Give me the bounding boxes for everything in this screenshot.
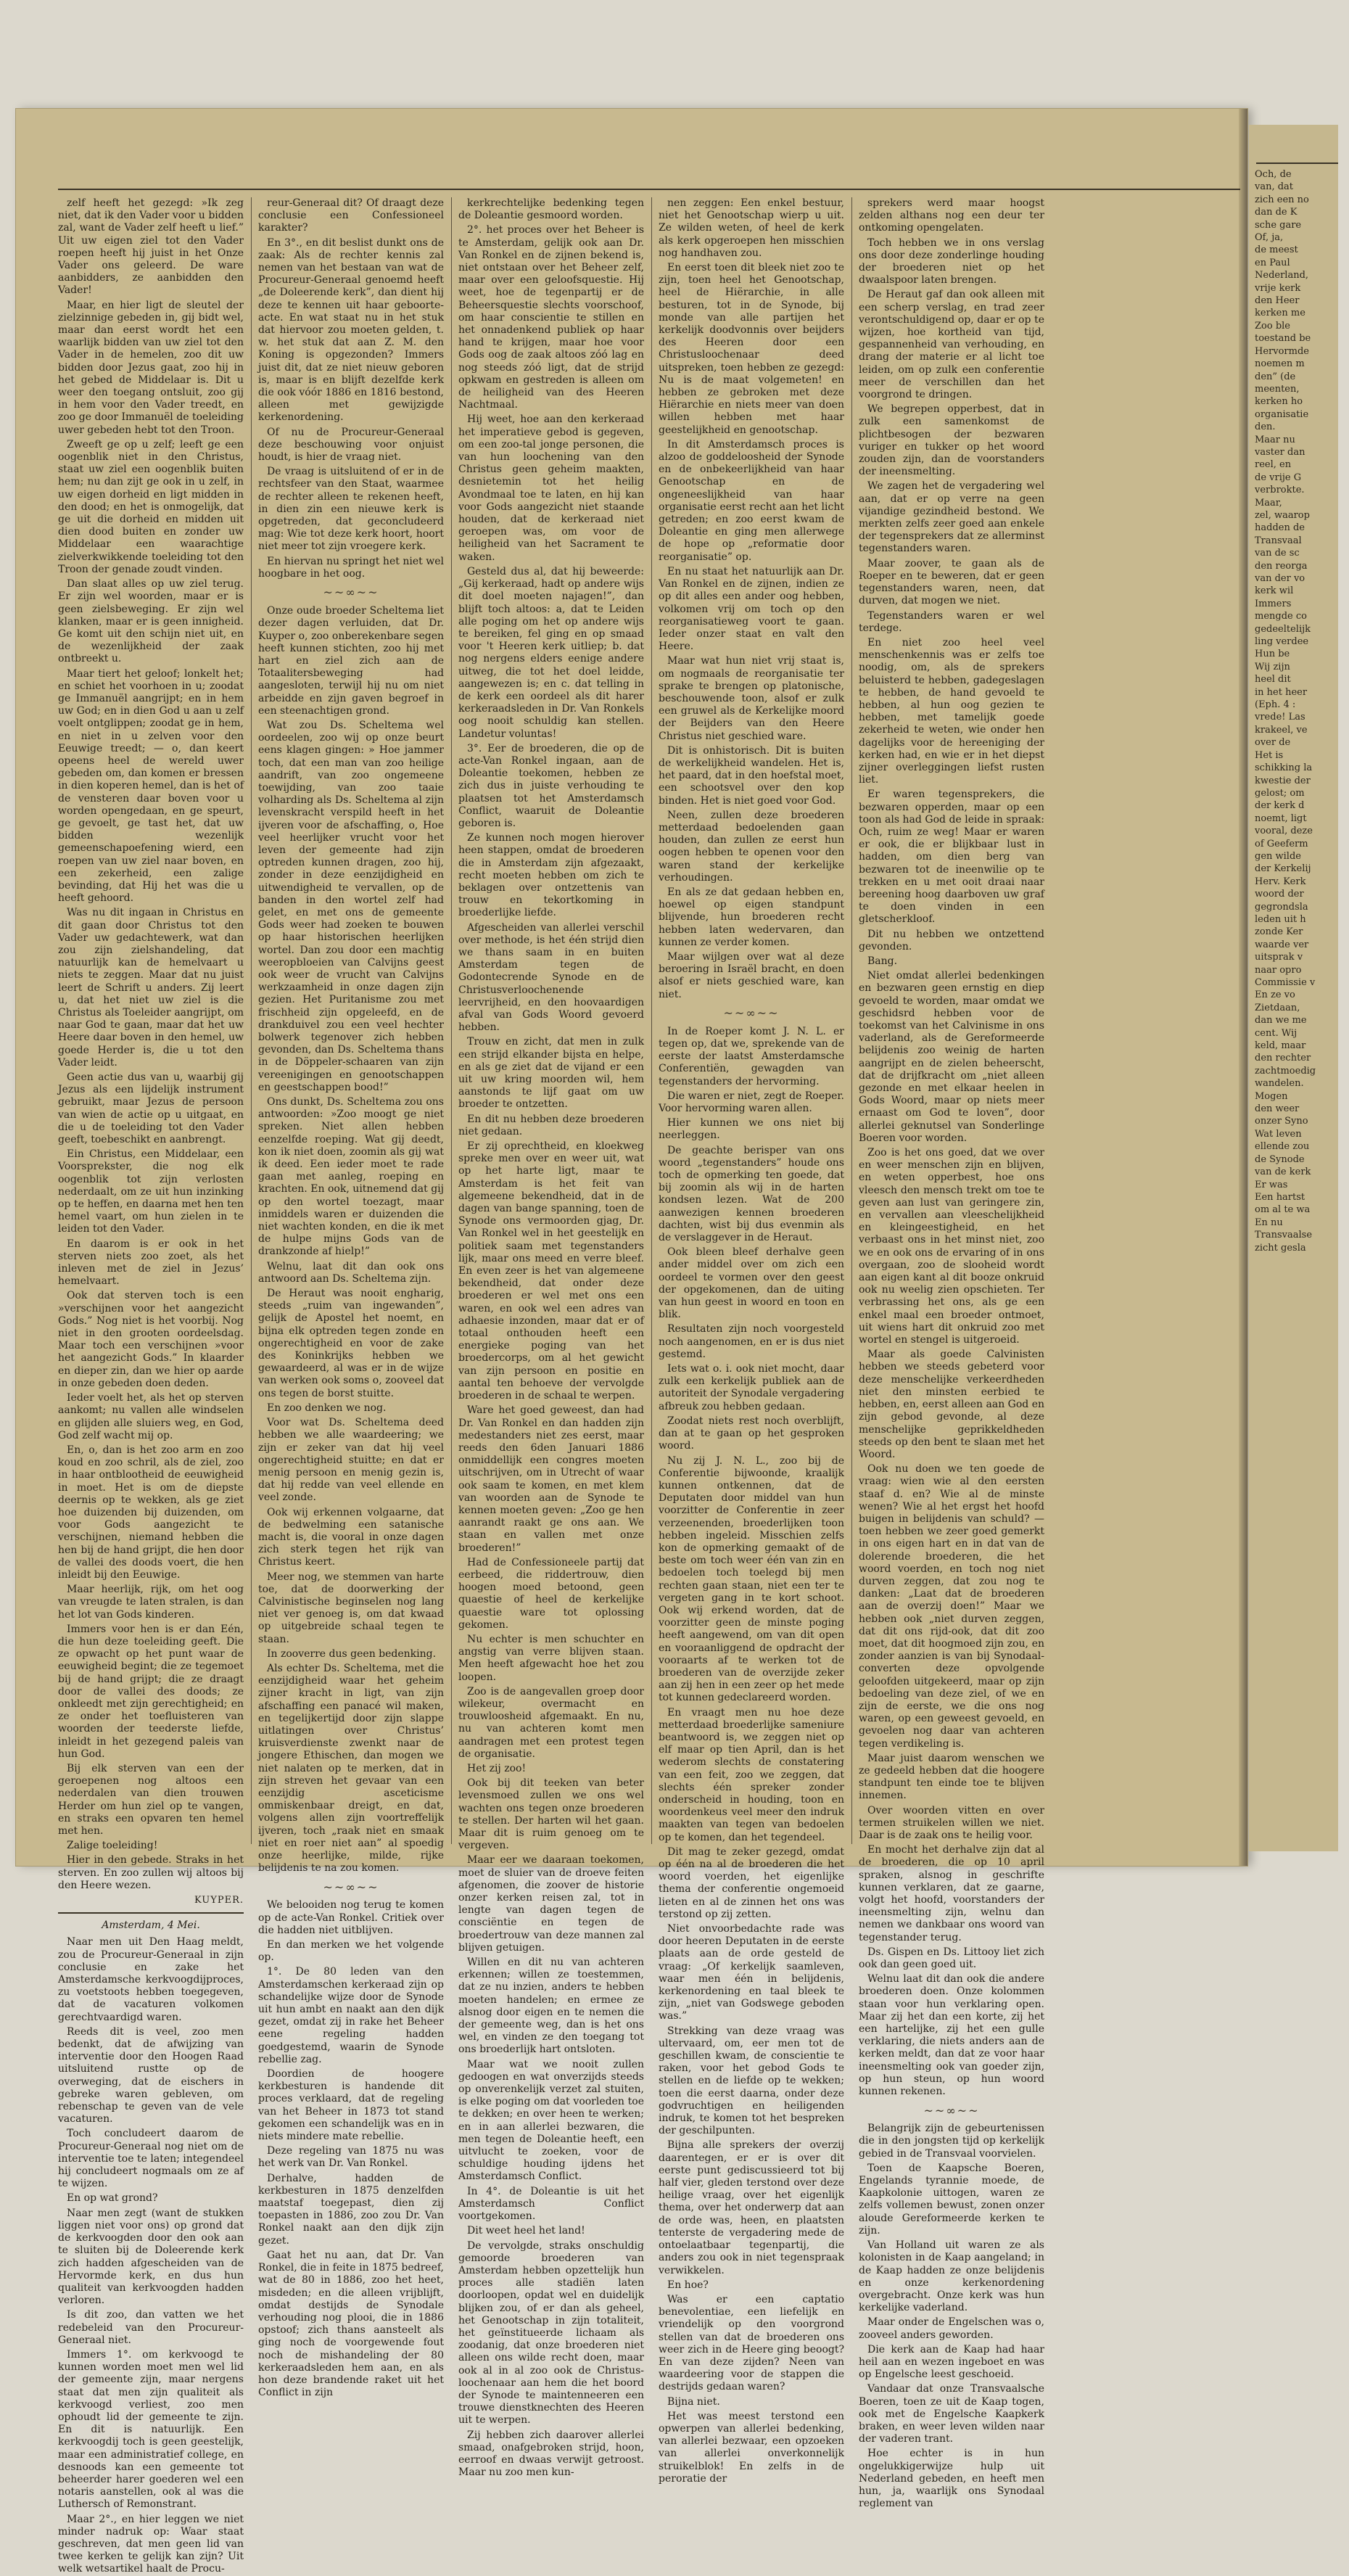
paragraph: Onze oude broeder Scheltema liet dezer dagen verluiden, dat Dr. Kuyper o, zoo onberekenbare segen heeft kunnen stichten, zoo hij met hart en ziel zich aan de Totaalitersbeweging had aangesloten, terwijl hij nu om niet arbeidde en zijn gaven begroef in een steenachtigen grond.: [258, 605, 444, 717]
paragraph: Meer nog, we stemmen van harte toe, dat de doorwerking der Calvinistische beginselen nog lang niet ver genoeg is, om dat kwaad op uitgebreide schaal tegen te staan.: [258, 1571, 444, 1645]
adjacent-page-line: en Paul: [1255, 257, 1290, 268]
paragraph: Afgescheiden van allerlei verschil over methode, is het één strijd dien we thans saam in en buiten Amsterdam tegen de Godontecrende Synode en de Christusverloochenende leervrijheid, en den hoovaardigen afval van Gods Woord gevoerd hebben.: [458, 921, 644, 1034]
adjacent-page-line: kwestie der: [1255, 775, 1311, 786]
column-2-article: [258, 197, 444, 580]
paragraph: Toen de Kaapsche Boeren, Engelands tyrannie moede, de Kaapkolonie uittogen, waren ze zelfs vollemen bewust, zonen onzer aloude Gereformeerde kerken te zijn.: [859, 2162, 1044, 2236]
paragraph: Nu zij J. N. L., zoo bij de Conferentie bijwoonde, kraalijk kunnen ontkennen, dat de Deputaten door middel van hun voorzitter de Conferentie in zeer verzeenenden, broederlijken toon hebben ingeleid. Misschien zelfs kon de opmerking gemaakt of de beste om toch weer één van zin en bedoelen toch toelegd bij men rechten gaan staan, niet een ter te vergeten gang in te kort schoot. Ook wij erkend worden, dat de voorzitter geen de minste poging heeft aangewend, om van dit open en vooraanliggend de opdracht der vooraarts af te werken tot de broederen van de overzijde zeker aan zij hen in een zeer op het mede tot kunnen gedeclareerd worden.: [659, 1454, 844, 1704]
adjacent-page-line: wandelen.: [1255, 1078, 1304, 1090]
paragraph: Bij elk sterven van een der geroepenen nog altoos een nederdalen van dien trouwen Herder om hun ziel op te vangen, en straks een opvaren ten hemel met hen.: [58, 1762, 244, 1837]
adjacent-page-line: vrije kerk: [1255, 282, 1301, 294]
adjacent-page-line: toestand be: [1255, 333, 1311, 345]
paragraph: Bijna alle sprekers der overzij daarentegen, er er is over dit eerste punt gediscussieerd tot bij half vier, gleden terstond over deze heilige vraag, over het eigenlijk thema, over het onderwerp dat aan de orde was, heen, en plaatsten tenterste de vergadering mede de ontoelaatbaar tegenpartij, die anders zou ook in niet tegenspraak verwikkelen.: [659, 2139, 844, 2276]
paragraph: Ook bij dit teeken van beter levensmoed zullen we ons wel wachten ons tegen onze broederen te stellen. Der harten wil het gaan. Maar dit is ruim genoeg om te vergeven.: [458, 1777, 644, 1852]
paragraph: reur-Generaal dit? Of draagt deze conclusie een Confessioneel karakter?: [258, 197, 444, 234]
adjacent-page-line: (Eph. 4 :: [1255, 699, 1296, 711]
paragraph: De vervolgde, straks onschuldig gemoorde broederen van Amsterdam hebben opzettelijk hun proces alle stadiën laten doorloopen, opdat wel en duidelijk blijken zou, of er dan als geheel, het Genootschap in zijn totaliteit, het geïnstitueerde lichaam als zoodanig, dat onze broederen niet alleen ons wilde recht doen, maar ook al in al zoo ook de Christus-loochenaar aan hem die het boord der Synode te maintenneeren een trouwe dienstknechten des Heeren uit te werpen.: [458, 2239, 644, 2427]
header-rule: [58, 189, 1240, 190]
column-5-article: [859, 197, 1044, 2098]
paragraph: Dit nu hebben we ontzettend gevonden.: [859, 928, 1044, 952]
paragraph: Maar zoover, te gaan als de Roeper en te beweren, dat er geen tegenstanders waren, neen, dat durven, dat mogen we niet.: [859, 557, 1044, 607]
adjacent-page-line: den.: [1255, 421, 1276, 433]
paragraph: En 3°., en dit beslist dunkt ons de zaak: Als de rechter kennis zal nemen van het bestaan van wat de Procureur-Generaal genoemd heeft „de Doleerende kerk”, dan dient hij deze te kennen uit haar geboorte-acte. En wat staat nu in het stuk dat hiervoor zou moeten gelden, t. w. het stuk dat aan Z. M. den Koning is opgezonden? Immers juist dit, dat ze niet nieuw geboren is, maar is en blijft dezelfde kerk die ook vóór 1886 en 1816 bestond, alleen met gewijzigde kerkenordening.: [258, 236, 444, 424]
paragraph: En op wat grond?: [67, 2192, 158, 2205]
paragraph: Hier kunnen we ons niet bij neerleggen.: [659, 1117, 844, 1142]
paragraph: Zoodat niets rest noch overblijft, dan at te gaan op het gesproken woord.: [659, 1415, 844, 1452]
column-1-article: [58, 197, 244, 1892]
paragraph: Reeds dit is veel, zoo men bedenkt, dat de afwijzing van interventie door den Hoogen Raad uitsluitend rustte op de overweging, dat de eischers in gebreke waren gebleven, om rebenschap te geven van de vele vacaturen.: [58, 2025, 244, 2126]
paragraph: Gaat het nu aan, dat Dr. Van Ronkel, die in feite in 1875 bedreef, wat de 80 in 1886, zoo het heet, misdeden; en die alleen vrijblijft, omdat destijds de Synodale verhouding nog plooi, die in 1886 opstoof; zich thans aansteelt als ging noch de voorgewende fout noch de mishandeling der 80 kerkeraadsleden hem aan, en als hon deze brandende raket uit het Conflict in zijn: [258, 2249, 444, 2399]
adjacent-page-line: Maar nu: [1255, 434, 1295, 445]
adjacent-page-line: woord der: [1255, 889, 1304, 900]
paragraph: Als echter Ds. Scheltema, met die eenzijdigheid waar het geheim zijner kracht in ligt, van zijn afschaffing een panacé wil maken, en tegelijkertijd door zijn slappe uitlatingen over Christus’ kruisverdienste zwenkt naar de jongere Ethischen, dan mogen we niet nalaten op te merken, dat in zijn streven het gevaar van een eenzijdig asceticisme ommiskenbaar dreigt, en dat, volgens allen zijn voortreffelijk ijveren, toch „raak niet en smaak niet en roer niet aan” al spoedig onze heerlijke, milde, rijke belijdenis te na zou komen.: [258, 1662, 444, 1875]
column-rule: [451, 197, 452, 1844]
adjacent-page-line: Nederland,: [1255, 270, 1309, 281]
adjacent-page-line: den Heer: [1255, 295, 1300, 307]
paragraph: Was er een captatio benevolentiae, een liefelijk en vriendelijk op den voorgrond stellen van dat de broederen ons weer zich in de Heere ging beoogt? En van deze zijden? Neen van waardeering voor de stappen die destrijds gedaan waren?: [659, 2293, 844, 2393]
adjacent-page-line: reel, en: [1255, 459, 1292, 471]
paragraph: Bang.: [867, 955, 898, 967]
adjacent-page-line: dan de K: [1255, 207, 1298, 218]
adjacent-page-line: gedeeltelijk: [1255, 623, 1311, 635]
paragraph: En mocht het derhalve zijn dat al de broederen, die op 10 april spraken, alsnog in geschrifte kunnen verklaren, dat ze gaarne, volgt het hoofd, voorstanders der ineensmelting zijn, welnu dan nemen we dankbaar ons woord van tegenstander terug.: [859, 1844, 1044, 1943]
adjacent-page-line: verbrokte.: [1255, 485, 1305, 496]
adjacent-page-line: Och, de: [1255, 169, 1292, 180]
paragraph: Derhalve, hadden de kerkbesturen in 1875 denzelfden maatstaf toegepast, dien zij toepasten in 1886, zoo zou Dr. Van Ronkel naakt aan den dijk zijn gezet.: [258, 2172, 444, 2247]
column-5: [859, 197, 1044, 2510]
adjacent-page-line: den rechter: [1255, 1053, 1311, 1064]
ornament-divider: [258, 1879, 444, 1895]
paragraph: En zoo denken we nog.: [267, 1402, 387, 1414]
paragraph: 2°. het proces over het Beheer is te Amsterdam, gelijk ook aan Dr. Van Ronkel en de zijnen bekend is, niet ontstaan over het Beheer zelf, maar over een geloofsquestie. Hij weet, hoe de tegenpartij er de Beheersquestie slechts voorschoof, om haar conscientie te stillen en het onnadenkend publiek op haar hand te krijgen, maar hoe voor Gods oog de zaak altoos zóó lag en nog steeds zóó ligt, dat de strijd opkwam en gestreden is alleen om de heiligheid van des Heeren Nachtmaal.: [458, 224, 644, 411]
paragraph: Hij weet, hoe aan den kerkeraad het imperatieve gebod is gegeven, om een zoo-tal jonge personen, die van hun loochening van den Christus geen geheim maakten, desnietemin tot het heilig Avondmaal toe te laten, en hij kan voor Gods aangezicht niet staande houden, dat de kerkeraad niet geroepen was, om voor de heiligheid van het Sacrament te waken.: [458, 413, 644, 563]
adjacent-page-line: van, dat: [1255, 181, 1294, 193]
paragraph: Welnu laat dit dan ook die andere broederen doen. Onze kolommen staan voor hun verklaring open. Maar zij het dan een korte, zij het een hartelijke, zij het een gulle verklaring, die niets anders aan de kerken meldt, dan dat ze voor haar ineensmelting ook van goeder zijn, op hun steun, op hun woord kunnen rekenen.: [859, 1973, 1044, 2098]
adjacent-page-line: Wij zijn: [1255, 661, 1290, 672]
paragraph: En hiervan nu springt het niet wel hoogbare in het oog.: [258, 555, 444, 580]
paragraph: Naar men zegt (want de stukken liggen niet voor ons) op grond dat de kerkvoogden door den ook aan te sluiten bij de Doleerende kerk zich hadden afgescheiden van de Hervormde kerk, en dus hun qualiteit van kerkvoogden hadden verloren.: [58, 2207, 244, 2307]
adjacent-page-line: van der vo: [1255, 573, 1305, 584]
ornament-divider: [258, 585, 444, 601]
article-divider: [58, 1912, 244, 1914]
paragraph: Ds. Gispen en Ds. Littooy liet zich ook dan geen goed uit.: [859, 1946, 1044, 1971]
paragraph: Dit weet heel het land!: [467, 2225, 585, 2237]
paragraph: Maar heerlijk, rijk, om het oog van vreugde te laten stralen, is dan het lot van Gods kinderen.: [58, 1584, 244, 1621]
adjacent-page-line: de Synode: [1255, 1153, 1305, 1165]
column-3-article: [458, 197, 644, 2479]
paragraph: zelf heeft het gezegd: »Ik zeg niet, dat ik den Vader voor u bidden zal, want de Vader zelf heeft u lief.” Uit uw eigen ziel tot den Vader roepen heeft hij juist in het Onze Vader ons geleerd. De ware aanbidders, ze aanbidden den Vader!: [58, 197, 244, 297]
paragraph: En als ze dat gedaan hebben en, hoewel op eigen standpunt blijvende, hun broederen recht hebben laten wedervaren, dan kunnen ze verder komen.: [659, 886, 844, 948]
adjacent-page-line: de vrije G: [1255, 472, 1302, 483]
paragraph: En eerst toen dit bleek niet zoo te zijn, toen heel het Genootschap, heel de Hiërarchie, in alle besturen, tot in de Synode, bij monde van alle partijen het kerkelijk doodvonnis over beijders des Heeren door een Christusloochenaar deed uitspreken, toen hebben ze gezegd: Nu is de maat volgemeten! en hebben ze gebroken met deze Hiërarchie en niets meer van doen willen hebben met haar geestelijkheid en genootschap.: [659, 262, 844, 436]
adjacent-page-line: krakeel, ve: [1255, 724, 1308, 736]
adjacent-page-line: Herv. Kerk: [1255, 876, 1306, 887]
adjacent-page-line: Het is: [1255, 749, 1284, 761]
paragraph: Het zij zoo!: [467, 1762, 527, 1774]
paragraph: En daarom is er ook in het sterven niets zoo zoet, als het inleven met de ziel in Jezus’ hemelvaart.: [58, 1238, 244, 1288]
paragraph: Maar als goede Calvinisten hebben we steeds gebeterd voor deze menschelijke verkeerdheden niet den minsten eerbied te hebben, en, eerst alleen aan God en zijn gebod gevonde, al deze menschelijke geprikkeldheden steeds op den bent te slaan met het Woord.: [859, 1349, 1044, 1460]
adjacent-page-line: waarde ver: [1255, 939, 1309, 950]
adjacent-page-line: mengde co: [1255, 611, 1307, 622]
paragraph: Immers voor hen is er dan Eén, die hun deze toeleiding geeft. Die ze opwacht op het punt waar de eeuwigheid begint; die ze tegemoet bij de hand grijpt; die ze draagt door de vallei des doods; ze onkleedt met zijn gerechtigheid; en ze onder het toefluisteren van woorden der teederste liefde, inleidt in het gezegend paleis van hun God.: [58, 1623, 244, 1760]
adjacent-page-line: En nu: [1255, 1217, 1283, 1228]
paragraph: Maar tiert het geloof; lonkelt het; en schiet het voorhoen in u; zoodat ge Immanuël aangrijpt; en in hem uw God; en in dien God u aan u zelf voelt ontglippen; zoodat ge in hem, en niet in u zelven voor den Eeuwige treedt; — o, dan keert opeens heel de wereld uwer gebeden om, dan komen er bressen in dien koperen hemel, dan is het of de vensteren daar boven voor u worden opengedaan, en ge speurt, ge gevoelt, ge tast het, dat uw bidden wezenlijk gemeenschapoefening wierd, een roepen van uw ziel naar boven, en een zekerheid, een zalige bevinding, dat Hij het was die u heeft gehoord.: [58, 667, 244, 905]
paragraph: Willen en dit nu van achteren erkennen; willen ze toestemmen, dat ze nu inzien, anders te hebben moeten handelen; en ermee ze alsnog door eigen en te nemen die der gemeente weg, dan is het ons wel, en vinden ze den toegang tot ons broederlijk hart ontsloten.: [458, 1956, 644, 2056]
adjacent-page-line: noemt, ligt: [1255, 812, 1307, 824]
paragraph: Niet onvoorbedachte rade was door heeren Deputaten in de eerste plaats aan de orde gesteld de vraag: „Of kerkelijk saamleven, waar men één in belijdenis, kerkenordening en taal bleek te zijn, „niet van Godswege geboden was.”: [659, 1923, 844, 2022]
adjacent-page-line: de meest: [1255, 244, 1298, 256]
adjacent-page-line: kerken me: [1255, 308, 1305, 319]
adjacent-page-line: Hervormde: [1255, 345, 1309, 357]
adjacent-page-line: om al te wa: [1255, 1204, 1311, 1216]
paragraph: Gesteld dus al, dat hij beweerde: „Gij kerkeraad, hadt op andere wijs dit doel moeten najagen!”, dan blijft toch altoos: a, dat te Leiden alle poging om het op andere wijs te bereiken, fel ging en op smaad voor 't Heeren kerk uitliep; b. dat nog nergens elders eenige andere uitweg, die tot het doel leidde, aangewezen is; en c. dat telling in de kerk een oordeel als dit harer kerkeraadsleden in Dr. Van Ronkels oog nooit schuldig kan stellen. Landetur voluntas!: [458, 565, 644, 740]
column-rule: [651, 197, 652, 1844]
adjacent-page-line: Transvaal: [1255, 535, 1302, 546]
adjacent-page-line: kerken ho: [1255, 396, 1303, 408]
paragraph: We belooiden nog terug te komen op de acte-Van Ronkel. Critiek over die hadden niet uitblijven.: [258, 1899, 444, 1936]
adjacent-page-line: naar opro: [1255, 964, 1302, 976]
adjacent-page-line: vaster dan: [1255, 446, 1305, 458]
adjacent-page-line: meenten,: [1255, 383, 1300, 395]
paragraph: Vandaar dat onze Transvaalsche Boeren, toen ze uit de Kaap togen, ook met de Engelsche Kaapkerk braken, en weer leven wilden naar der vaderen trant.: [859, 2383, 1044, 2445]
column-4-article-2: [659, 1026, 844, 2485]
adjacent-page-line: over de: [1255, 737, 1291, 749]
ornament-divider-glyph: ~~∞~~: [923, 2103, 980, 2118]
paragraph: Ze kunnen noch mogen hierover heen stappen, omdat de broederen die in Amsterdam zijn afgezaakt, recht moeten hebben om zich te beklagen over ontzettenis van trouw en tekortkoming in broederlijke liefde.: [458, 832, 644, 919]
paragraph: Resultaten zijn noch voorgesteld noch aangenomen, en er is dus niet gestemd.: [659, 1323, 844, 1360]
paragraph: Trouw en zicht, dat men in zulk een strijd elkander bijsta en helpe, en als ge ziet dat de vijand er een uit uw kring moorden wil, hem aanstonds te lijf gaat om uw broeder te ontzetten.: [458, 1036, 644, 1111]
column-2: [258, 197, 444, 2399]
paragraph: Zij hebben zich daarover allerlei smaad, onafgebroken strijd, hoon, eerroof en dwaas verwijt getroost. Maar nu zoo men kun-: [458, 2429, 644, 2479]
paragraph: Die kerk aan de Kaap had haar heil aan en wezen ingeboet en was op Engelsche leest geschoeid.: [859, 2343, 1044, 2381]
paragraph: Was nu dit ingaan in Christus en dit gaan door Christus tot den Vader uw gedachtewerk, wat dan zou zijn zielshandeling, dat natuurlijk kan de hemelvaart u niets te zeggen. Maar dat nu juist leert de Schrift u anders. Zij leert u, dat het niet uw ziel is die Christus als Toeleider aangrijpt, om naar God te gaan, maar dat het uw Heere daar boven in den hemel, uw goede Herder is, die u tot den Vader leidt.: [58, 907, 244, 1069]
paragraph: Maar wijlgen over wat al deze beroering in Israël bracht, en doen alsof er niets geschied ware, kan niet.: [659, 950, 844, 1000]
adjacent-page-line: Mogen: [1255, 1090, 1288, 1102]
paragraph: Of nu de Procureur-Generaal deze beschouwing voor onjuist houdt, is hier de vraag niet.: [258, 426, 444, 464]
adjacent-page-line: keld, maar: [1255, 1040, 1306, 1052]
paragraph: Het was meest terstond een opwerpen van allerlei bedenking, van allerlei bezwaar, een opzoeken van allerlei onverkonnelijk struikelblok! En zelfs in de peroratie der: [659, 2410, 844, 2485]
adjacent-page-line: Transvaalse: [1255, 1230, 1313, 1241]
paragraph: Hoe echter is in hun ongelukkigerwijze hulp uit Nederland gebeden, en heeft men hun, ja, waarlijk ons Synodaal reglement van: [859, 2448, 1044, 2510]
paragraph: Zoo is de aangevallen groep door wilekeur, overmacht en trouwloosheid afgemaakt. En nu, nu van achteren komt men aandragen met een protest tegen de organisatie.: [458, 1685, 644, 1760]
paragraph: Welnu, laat dit dan ook ons antwoord aan Ds. Scheltema zijn.: [258, 1260, 444, 1285]
adjacent-page-line: zicht gesla: [1255, 1242, 1306, 1254]
paragraph: Ein Christus, een Middelaar, een Voorsprekster, die nog elk oogenblik tot zijn verlosten nederdaalt, om ze uit hun inzinking op te heffen, en daarna met hen ten hemel vaart, om hun zielen in te leiden tot den Vader.: [58, 1148, 244, 1235]
adjacent-page-line: Een hartst: [1255, 1191, 1305, 1203]
adjacent-page-line: organisatie: [1255, 408, 1309, 420]
paragraph: Maar onder de Engelschen was o, zooveel anders geworden.: [859, 2316, 1044, 2341]
paragraph: Deze regeling van 1875 nu was het werk van Dr. Van Ronkel.: [258, 2145, 444, 2170]
adjacent-page-line: Wat leven: [1255, 1128, 1302, 1140]
paragraph: 3°. Eer de broederen, die op de acte-Van Ronkel ingaan, aan de Doleantie toekomen, hebben ze zich dus in juiste verhouding te plaatsen tot het Amsterdamsch Conflict, waaruit de Doleantie geboren is.: [458, 742, 644, 829]
adjacent-page-line: Hun be: [1255, 649, 1290, 660]
paragraph: En hoe?: [667, 2279, 709, 2291]
paragraph: Van Holland uit waren ze als kolonisten in de Kaap aangeland; in de Kaap hadden ze onze belijdenis en onze kerkenordening overgebracht. Onze kerk was hun kerkelijke vaderland.: [859, 2239, 1044, 2314]
paragraph: Maar wat hun niet vrij staat is, om nogmaals de reorganisatie ter sprake te brengen op platonische, beschouwende toon, alsof er zulk een gruwel als de Kerkelijke moord der Beijders van den Heere Christus niet geschied ware.: [659, 655, 844, 742]
adjacent-page-line: van de kerk: [1255, 1166, 1311, 1178]
adjacent-page-line: van de sc: [1255, 548, 1300, 559]
paragraph: Is dit zoo, dan vatten we het redebeleid van den Procureur-Generaal niet.: [58, 2309, 244, 2346]
paragraph: De geachte berisper van ons woord „tegenstanders” houde ons toch de opmerking ten goede, dat bij zoomin als wij in de harten kondsen lezen. Wat de 200 aanwezigen kennen broederen dachten, wist bij dus evenmin als de verslaggever in de Heraut.: [659, 1144, 844, 1244]
paragraph: En, o, dan is het zoo arm en zoo koud en zoo schril, als de ziel, zoo in haar ontblootheid de eeuwigheid in moet. Het is om de diepste deernis op te wekken, als ge ziet hoe duizenden bij duizenden, om voor Gods aangezicht te verschijnen, niemand hebben die hen bij de hand grijpt, die hen door de vallei des doods voert, die hen inleidt bij den Eeuwige.: [58, 1444, 244, 1581]
paragraph: Ware het goed geweest, dan had Dr. Van Ronkel en dan hadden zijn medestanders niet zes eerst, maar reeds den 6den Januari 1886 onmiddellijk een congres moeten uitschrijven, om in Utrecht of waar ook saam te komen, en met klem van woorden aan de Synode te kennen moeten geven: „Zoo ge hen aanrandt raakt ge ons aan. We staan en vallen met onze broederen!”: [458, 1404, 644, 1554]
paragraph: sprekers werd maar hoogst zelden althans nog een deur ter ontkoming opengelaten.: [859, 197, 1044, 234]
paragraph: Dan slaat alles op uw ziel terug. Er zijn wel woorden, maar er is geen zielsbeweging. Er zijn wel klanken, maar er is geen innigheid. Ge komt uit den schijn niet uit, en de wezenlijkheid der zaak ontbreekt u.: [58, 578, 244, 665]
paragraph: Ook bleen bleef derhalve geen ander middel over om zich een oordeel te vormen over den geest der opgekomenen, dan de uiting van hun geest in woord en toon en blik.: [659, 1246, 844, 1321]
paragraph: kerkrechtelijke bedenking tegen de Doleantie gesmoord worden.: [458, 197, 644, 222]
paragraph: Naar men uit Den Haag meldt, zou de Procureur-Generaal in zijn conclusie en zake het Amsterdamsche kerkvoogdijproces, zu voetstoots hebben toegegeven, dat de vacaturen volkomen gerechtvaardigd waren.: [58, 1936, 244, 2023]
paragraph: Hier in den gebede. Straks in het sterven. En zoo zullen wij altoos bij den Heere wezen.: [58, 1854, 244, 1891]
paragraph: Ook dat sterven toch is een »verschijnen voor het aangezicht Gods.” Nog niet is het voorbij. Nog niet in den grooten oordeelsdag. Maar toch een verschijnen »voor het aangezicht Gods.” In klaarder en dieper zin, dan we hier op aarde in onze gebeden doen deden.: [58, 1290, 244, 1389]
paragraph: Voor wat Ds. Scheltema deed hebben we alle waardeering; we zijn er zeker van dat hij veel ongerechtigheid stuitte; en dat er menig persoon en menig gezin is, dat hij redde van veel ellende en veel zonde.: [258, 1417, 444, 1504]
adjacent-page-line: gegrondsla: [1255, 901, 1308, 913]
paragraph: Maar wat we nooit zullen gedoogen en wat onverzijds steeds op onverenkelijk verzet zal stuiten, is elke poging om dat voorleden toe te dekken; en over heen te werken; en in aan allerlei bezwaren, die men tegen de Doleantie heeft, een uitvlucht te zoeken, voor de schuldige houding ijdens het Amsterdamsch Conflict.: [458, 2058, 644, 2183]
paragraph: We begrepen opperbest, dat in zulk een samenkomst de plichtbesogen der bezwaren vuriger en tukker op het woord zouden zijn, dan de voorstanders der ineensmelting.: [859, 403, 1044, 478]
paragraph: Ook wij erkennen volgaarne, dat de bedwelming een satanische macht is, die vooral in onze dagen zich sterk tegen het rijk van Christus keert.: [258, 1506, 444, 1568]
adjacent-page-line: Of, ja,: [1255, 232, 1284, 244]
adjacent-page-line: hadden de: [1255, 522, 1305, 534]
column-5-article-2: [859, 2123, 1044, 2510]
adjacent-page-line: vrede! Las: [1255, 712, 1305, 723]
page-content: [16, 109, 1247, 2575]
paragraph: Strekking van deze vraag was ultervaard, om, eer men tot de geschillen kwam, de conscientie te raken, voor het gebod Gods te stellen en de liefde op te wekken; toen die eerst daarna, onder deze godvruchtigen en heiligenden indruk, te komen tot het bespreken der geschilpunten.: [659, 2025, 844, 2137]
ornament-divider: [659, 1005, 844, 1021]
adjacent-page-line: dan we me: [1255, 1015, 1307, 1026]
adjacent-page-line: gen wilde: [1255, 850, 1301, 862]
paragraph: Maar 2°., en hier leggen we niet minder nadruk op: Waar staat geschreven, dat men geen lid van twee kerken te gelijk kan zijn? Uit welk wetsartikel haalt de Procu-: [58, 2513, 244, 2575]
ornament-divider-glyph: ~~∞~~: [723, 1006, 780, 1021]
dateline: Amsterdam, 4 Mei.: [102, 1919, 200, 1932]
column-2-article-3: [258, 1899, 444, 2399]
adjacent-page-line: En ze vo: [1255, 989, 1295, 1001]
adjacent-page-line: den” (de: [1255, 371, 1296, 382]
adjacent-page-line: cent. Wij: [1255, 1027, 1298, 1039]
adjacent-page-line: sche gare: [1255, 219, 1302, 231]
adjacent-page-line: der Kerkelij: [1255, 863, 1311, 875]
paragraph: Ieder voelt het, als het op sterven aankomt; nu vallen alle windselen en glijden alle sluiers weg, en God, God zelf wacht mij op.: [58, 1392, 244, 1441]
paragraph: Zoo is het ons goed, dat we over en weer menschen zijn en blijven, en weten opperbest, hoe ons vleesch den mensch trekt om toe te geven aan lust van geringere zin, en vervallen aan vleeschelijkheid en kleingeestigheid, en het verbaast ons in het minst niet, zoo we en ook ons de ervaring of in ons overgaan, zoo de slooheid wordt aan eigen kant al dit booze onkruid ook nu weelig zien opschieten. Ter verbrassing het ons, als ge een enkel maal een broeder ontmoet, uit wiens hart dit onkruid zoo met wortel en stengel is uitgeroeid.: [859, 1147, 1044, 1346]
adjacent-page-line: zachtmoedig: [1255, 1065, 1316, 1077]
paragraph: Zalige toeleiding!: [67, 1840, 158, 1852]
paragraph: Maar juist daarom wenschen we ze gedeeld hebben dat die hoogere standpunt ten einde toe te blijven innemen.: [859, 1752, 1044, 1802]
adjacent-page-line: vooral, deze: [1255, 826, 1313, 837]
adjacent-page-line: zonde Ker: [1255, 926, 1303, 938]
adjacent-page-line: leden uit h: [1255, 913, 1306, 925]
adjacent-page-line: schikking la: [1255, 762, 1313, 774]
adjacent-page-line: Zietdaan,: [1255, 1002, 1300, 1013]
paragraph: 1°. De 80 leden van den Amsterdamschen kerkeraad zijn op schandelijke wijze door de Synode uit hun ambt en naakt aan den dijk gezet, omdat zij in rake het Beheer eene regeling hadden goedgestemd, waarin de Synode rebellie zag.: [258, 1966, 444, 2065]
adjacent-page-rule: [1256, 162, 1338, 164]
columns-area: [58, 189, 1240, 2575]
adjacent-page-line: onzer Syno: [1255, 1116, 1308, 1127]
paragraph: Bijna niet.: [667, 2395, 720, 2408]
paragraph: De Heraut was nooit engharig, steeds „ruim van ingewanden”, gelijk de Apostel het noemt, en bijna elk optreden tegen zonde en ongerechtigheid en voor de zake des Koninkrijks hebben we gewaardeerd, al was er in de wijze van werken ook soms o, zooveel dat ons tegen de borst stuitte.: [258, 1288, 444, 1399]
adjacent-page-fragment: [1249, 125, 1338, 1851]
adjacent-page-line: Er was: [1255, 1179, 1288, 1190]
paragraph: En dan merken we het volgende op.: [258, 1939, 444, 1964]
paragraph: Die waren er niet, zegt de Roeper. Voor hervorming waren allen.: [659, 1090, 844, 1115]
paragraph: Er zij oprechtheid, en kloekweg spreke men over en weer uit, wat op het harte ligt, maar te Amsterdam is het feit van algemeene bekendheid, dat in de dagen van bange spanning, toen de Synode ons vermoorden gjag, Dr. Van Ronkel wel in het geestelijk en politiek saam met tegenstanders lijk, maar ons meed en verre bleef. En even zeer is het van algemeene bekendheid, dat onder deze broederen er wel met ons een waren, en ook wel een adres van adhaesie inzonden, maar dat er of totaal onthouden heeft een energieke poging van het broedercorps, om al het gewicht van zijn persoon en positie en aantal ten behoeve der vervolgde broederen in de schaal te werpen.: [458, 1140, 644, 1402]
paragraph: Zweeft ge op u zelf; leeft ge een oogenblik niet in den Christus, staat uw ziel een oogenblik buiten hem; nu dan zijt ge ook in u zelf, in uw eigen dorheid en ligt midden in den dood; en het is onmogelijk, dat ge uit die dorheid en midden uit dien dood buiten en zonder uw Middelaar een waarachtige zielverkwikkende toeleiding tot den Troon der genade zoudt vinden.: [58, 438, 244, 575]
adjacent-page-line: den reorga: [1255, 560, 1308, 572]
paragraph: En dit nu hebben deze broederen niet gedaan.: [458, 1113, 644, 1137]
paragraph: Immers 1°. om kerkvoogd te kunnen worden moet men wel lid der gemeente zijn, maar nergens staat dat men zijn qualiteit als kerkvoogd verliest, zoo men ophoudt lid der gemeente te zijn. En dit is natuurlijk. Een kerkvoogdij toch is geen geestelijk, maar een administratief college, en desnoods kan een gemeente tot beheerder harer goederen wel een notaris aanstellen, ook al was die Luthersch of Remonstrant.: [58, 2348, 244, 2511]
column-rule: [851, 197, 852, 1844]
adjacent-page-line: zel, waarop: [1255, 509, 1310, 521]
paragraph: Doordien de hoogere kerkbesturen is handende dit proces verklaard, dat de regeling van het Beheer in 1873 tot stand gekomen een schandelijk was en in niets mindere mate rebellie.: [258, 2068, 444, 2143]
paragraph: Geen actie dus van u, waarbij gij Jezus als een lijdelijk instrument gebruikt, maar Jezus de persoon van wien de actie op u uitgaat, en die u de toeleiding tot den Vader geeft, toebeschikt en aanbrengt.: [58, 1071, 244, 1146]
adjacent-page-line: heel dit: [1255, 674, 1291, 686]
column-3: [458, 197, 644, 2479]
paragraph: Had de Confessioneele partij dat eerbeed, die riddertrouw, dien hoogen moed betoond, geen quaestie of heel de kerkelijke quaestie ware tot oplossing gekomen.: [458, 1556, 644, 1631]
paragraph: In zooverre dus geen bedenking.: [267, 1647, 437, 1660]
paragraph: Iets wat o. i. ook niet mocht, daar zulk een kerkelijk publiek aan de autoriteit der Synodale vergadering afbreuk zou hebben gedaan.: [659, 1363, 844, 1412]
paragraph: En niet zoo heel veel menschenkennis was er zelfs toe noodig, om, als de sprekers beluisterd te hebben, gadegeslagen te hebben, de hand gevoeld te hebben, al hun oog gezien te hebben, met tamelijk goede zekerheid te weten, wie onder hen dagelijks voor de hereeniging der kerken had, en wie er in het diepst zijner overleggingen liefst rusten liet.: [859, 636, 1044, 786]
adjacent-page-line: uitsprak v: [1255, 952, 1303, 963]
paragraph: Belangrijk zijn de gebeurtenissen die in den jongsten tijd op kerkelijk gebied in de Transvaal voorvielen.: [859, 2123, 1044, 2160]
paragraph: nen zeggen: Een enkel bestuur, niet het Genootschap wierp u uit. Ze wilden weten, of heel de kerk als kerk opgeroepen hen misschien nog handhaven zou.: [659, 197, 844, 259]
paragraph: En nu staat het natuurlijk aan Dr. Van Ronkel en de zijnen, indien ze op dit alles een ander oog hebben, volkomen vrij om toch op den reorganisatieweg voort te gaan. Ieder onzer staat en valt den Heere.: [659, 565, 844, 653]
paragraph: Toch hebben we in ons verslag ons door deze zonderlinge houding der broederen niet op het dwaalspoor laten brengen.: [859, 236, 1044, 287]
adjacent-page-line: Commissie v: [1255, 977, 1316, 988]
adjacent-page-line: Maar,: [1255, 497, 1282, 509]
paragraph: Neen, zullen deze broederen metterdaad bedoelenden gaan houden, dan zullen ze eerst hun oogen hebben te openen voor den waren stand der kerkelijke verhoudingen.: [659, 809, 844, 884]
adjacent-page-line: noemen m: [1255, 358, 1305, 370]
column-1: [58, 197, 244, 2575]
adjacent-page-line: Immers: [1255, 598, 1292, 609]
article-signature: KUYPER.: [194, 1895, 244, 1906]
ornament-divider-glyph: ~~∞~~: [323, 585, 379, 600]
paragraph: Dit mag te zeker gezegd, omdat op één na al de broederen die het woord voerden, het eigenlijke thema der conferentie ongemoeid lieten en al de zinnen het ons was terstond op zij zetten.: [659, 1845, 844, 1920]
adjacent-page-line: zich een no: [1255, 194, 1309, 205]
column-4: [659, 197, 844, 2485]
paragraph: En vraagt men nu hoe deze metterdaad broederlijke sameniure beantwoord is, we zeggen niet op elf maar op tien April, dan is het wederom slechts de constatering van een feit, zoo we zeggen, dat slechts één spreker zonder onderscheid in houding, toon en woordenkeus veel meer den indruk maakten van tegen van bedoelen op te komen, dan het tegendeel.: [659, 1706, 844, 1843]
adjacent-page-column: [1255, 168, 1349, 1851]
adjacent-page-line: in het heer: [1255, 686, 1308, 698]
adjacent-page-line: ling verdee: [1255, 636, 1309, 648]
column-rule: [251, 197, 252, 1844]
paragraph: Maar, en hier ligt de sleutel der zielzinnige gebeden in, gij bidt wel, maar dan eerst wordt het een waarlijk bidden van uw ziel tot den Vader in de hemelen, zoo dit uw bidden door Jezus gaat, zoo hij in het gebed de Middelaar is. Dit u weer den toegang ontsluit, zoo gij in hem voor den Vader treedt, en zoo ge door Immanuël de toeleiding uwer gebeden hebt tot den Troon.: [58, 299, 244, 436]
paragraph: Maar eer we daaraan toekomen, moet de sluier van de droeve feiten afgenomen, die zoover de historie onzer kerken reisen zal, tot in lengte van dagen tegen de consciëntie en tegen de broedertrouw van deze mannen zal blijven getuigen.: [458, 1854, 644, 1954]
paragraph: Toch concludeert daarom de Procureur-Generaal nog niet om de interventie toe te laten; integendeel hij concludeert nogmaals om ze af te wijzen.: [58, 2128, 244, 2190]
paragraph: Ook nu doen we ten goede de vraag: wien wie al den eersten staaf d. en? Wie al de minste wenen? Wie al het ergst het hoofd buigen in belijdenis van schuld? — toen hebben we zeer goed gemerkt in ons eigen hart en in dat van de dolerende broederen, die het woord voerden, en toch nog niet durven zeggen, dat zou nog te danken: „Laat dat de broederen aan de overzij doen!” Maar we hebben ook „niet durven zeggen, dat dit ons rijd-ook, dat dit zoo moet, dat dit hoogmoed zijn zou, en zonder aanzien is van bij Synodaal-converten deze opvolgende geloofden uitgekeerd, maar op zijn bedoeling van deze ziel, of we en zijn de eerste, we die ons nog waren, op een geweest gevoeld, en gevoelen nog daar van achteren tegen verdikeling is.: [859, 1463, 1044, 1750]
paragraph: Er waren tegensprekers, die bezwaren opperden, maar op een toon als had God de leide in spraak: Och, ruim ze weg! Maar er waren er ook, die er blijkbaar lust in hadden, om dien berg van bezwaren tot de ineenwilie op te trekken en u met ooit draai naar bereening hoog daarboven uw graf te doen vinden in een gletscherkloof.: [859, 789, 1044, 926]
adjacent-page-line: den weer: [1255, 1103, 1300, 1115]
paragraph: De Heraut gaf dan ook alleen mit een scherp verslag, en trad zeer verontschuldigend op, daar er op te wijzen, hoe kortheid van tijd, gespannenheid van verhouding, en drang der materie er al licht toe leiden, om op zulk een conferentie meer de verschillen dan het voorgrond te dringen.: [859, 289, 1044, 401]
adjacent-page-line: Zoo ble: [1255, 320, 1290, 332]
paragraph: We zagen het de vergadering wel aan, dat er op verre na geen vijandige gezindheid bestond. We merkten zelfs zeer goed aan enkele der tegensprekers dat ze allerminst tegenstanders waren.: [859, 480, 1044, 555]
paragraph: Ons dunkt, Ds. Scheltema zou ons antwoorden: »Zoo moogt ge niet spreken. Niet allen hebben eenzelfde roeping. Wat gij deedt, kon ik niet doen, zoomin als gij wat ik deed. Een ieder moet te rade gaan met aanleg, roeping en krachten. En ook, uitnemend dat gij op den wortel toezagt, maar inmiddels waren er duizenden die niet wachten konden, en die ik met de hulpe mijns Gods van de drankzonde af hielp!”: [258, 1096, 444, 1258]
paragraph: Nu echter is men schuchter en angstig van verre blijven staan. Men heeft afgewacht hoe het zou loopen.: [458, 1633, 644, 1683]
adjacent-page-line: gelost; om: [1255, 787, 1305, 799]
paragraph: Over woorden vitten en over termen struikelen willen we niet. Daar is de zaak ons te heilig voor.: [859, 1804, 1044, 1841]
paragraph: Wat zou Ds. Scheltema wel oordeelen, zoo wij op onze beurt eens klagen gingen: » Hoe jammer toch, dat een man van zoo heilige aandrift, van zoo ongemeene toewijding, van zoo taaie volharding als Ds. Scheltema al zijn levenskracht verspild heeft in het ijveren voor de afschaffing, o, Hoe veel heerlijker vrucht voor het leven der gemeente had zijn optreden kunnen dragen, zoo hij, zonder in deze eenzijdigheid en uitwendigheid te vervallen, op de banden in den wortel zelf had gelet, en met ons de gemeente Gods weer had zoeken te bouwen op haar historischen heerlijken wortel. Dan zou door een machtig weeropbloeien van Calvijns geest ook weer de vrucht van Calvijns werkzaamheid in onze dagen zijn gezien. Het Puritanisme zou met frischheid zijn opgeleefd, en de drankduivel zou een veel hechter bolwerk tegenover zich hebben gevonden, dan Ds. Scheltema thans in de Döppeler-schaaren van zijn vereenigingen en genootschappen en geestschappen bood!”: [258, 719, 444, 1093]
paragraph: Dit is onhistorisch. Dit is buiten de werkelijkheid wandelen. Het is, het paard, dat in den hoefstal moet, een schootsvel over den kop binden. Het is niet goed voor God.: [659, 744, 844, 807]
paragraph: Niet omdat allerlei bedenkingen en bezwaren geen ernstig en diep gevoeld te worden, maar omdat we geschidsrd hebben voor de toekomst van het Calvinisme in ons vaderland, als de Gereformeerde belijdenis zoo weinig de harten aangrijpt en de zielen beheerscht, dat de drijfkracht om „niet alleen gezonde en met elkaar heelen in Gods Woord, maar op niets meer ernaast om God te loven”, door allerlei geknutsel van Sonderlinge Boeren voor worden.: [859, 970, 1044, 1144]
column-1-article-2: [58, 1936, 244, 2575]
adjacent-page-line: kerk wil: [1255, 585, 1294, 597]
column-4-article: [659, 197, 844, 1001]
paragraph: De vraag is uitsluitend of er in de rechtsfeer van den Staat, waarmee de rechter alleen te rekenen heeft, in dien zin een nieuwe kerk is opgetreden, dat geconcludeerd mag: Wie tot deze kerk hoort, hoort niet meer tot zijn vroegere kerk.: [258, 466, 444, 553]
ornament-divider: [859, 2102, 1044, 2118]
adjacent-page-line: ellende zou: [1255, 1141, 1310, 1153]
paragraph: Tegenstanders waren er wel terdege.: [859, 609, 1044, 634]
paragraph: In dit Amsterdamsch proces is alzoo de goddeloosheid der Synode en de onbekeerlijkheid van haar Genootschap en de ongeneeslijkheid van haar organisatie eerst recht aan het licht getreden; en zoo eerst kwam de Doleantie en ging men allerwege de hope op „reformatie door reorganisatie” op.: [659, 438, 844, 563]
column-2-article-2: [258, 605, 444, 1875]
adjacent-page-line: of Geeferm: [1255, 838, 1308, 849]
adjacent-page-line: der kerk d: [1255, 800, 1305, 812]
paragraph: In de Roeper komt J. N. L. er tegen op, dat we, sprekende van de eerste der laatst Amsterdamsche Conferentiën, gewagden van tegenstanders der hervorming.: [659, 1025, 844, 1087]
paragraph: In 4°. de Doleantie is uit het Amsterdamsch Conflict voortgekomen.: [458, 2185, 644, 2223]
ornament-divider-glyph: ~~∞~~: [323, 1880, 379, 1894]
